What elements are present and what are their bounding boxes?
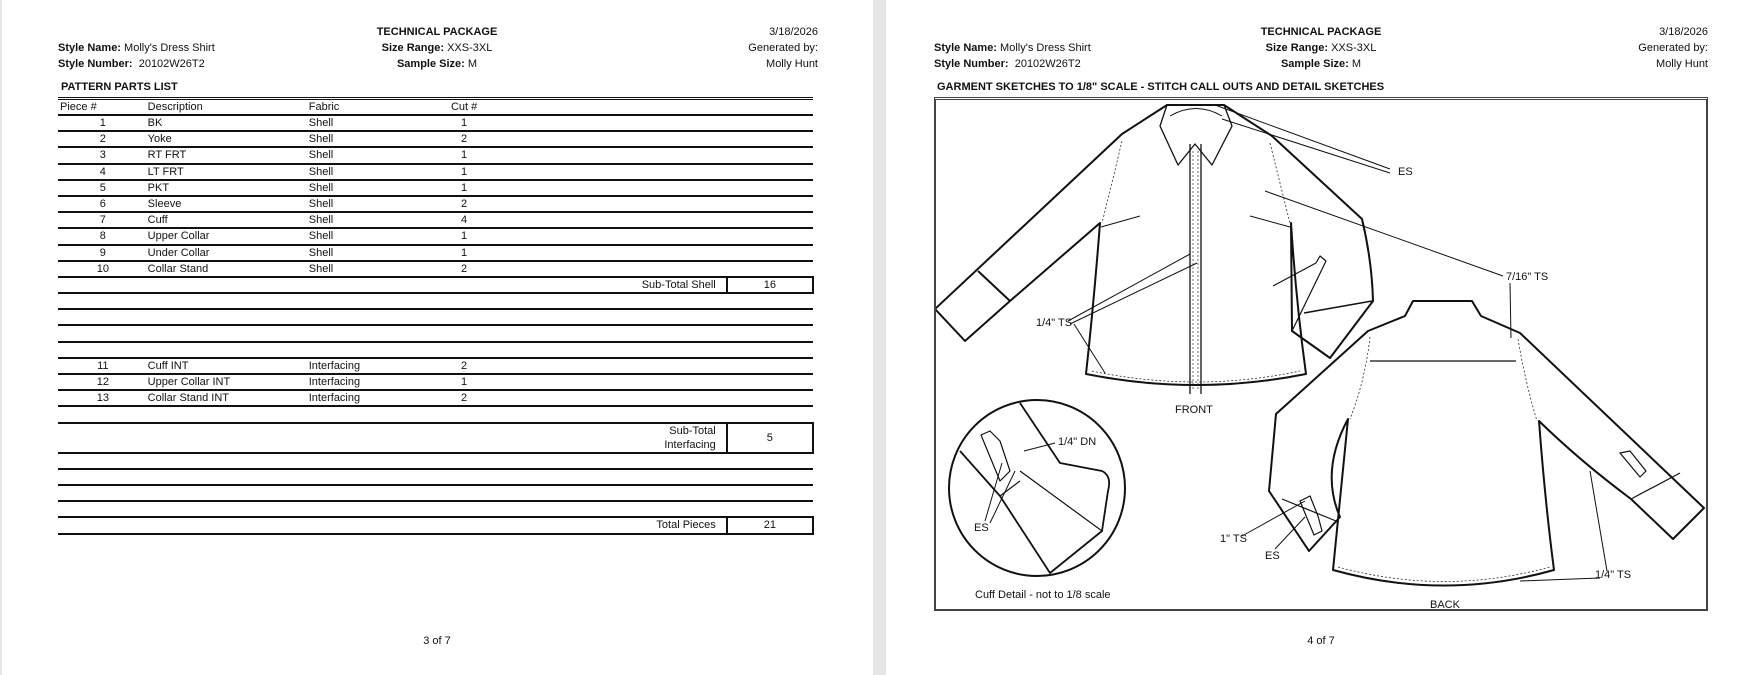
section-title: GARMENT SKETCHES TO 1/8" SCALE - STITCH CALL OUTS AND DETAIL SKETCHES [937, 81, 1385, 93]
total-pieces [58, 517, 813, 533]
table-cell [419, 485, 510, 501]
table-cell: Shell [309, 212, 419, 228]
table-cell [727, 325, 813, 341]
table-cell [510, 212, 617, 228]
table-cell [309, 406, 419, 422]
column-header: Fabric [309, 99, 419, 116]
table-cell: 1 [58, 115, 148, 131]
table-cell: Under Collar [148, 245, 309, 261]
table-cell: 1 [419, 374, 510, 390]
table-cell: Shell [309, 228, 419, 244]
table-cell: Shell [309, 245, 419, 261]
table-cell: PKT [148, 180, 309, 196]
cuff-detail-drawing [949, 400, 1125, 576]
table-cell [419, 453, 510, 469]
table-cell [510, 164, 617, 180]
table-cell [617, 164, 727, 180]
table-cell [309, 293, 419, 309]
subtotal-shell-label: Sub-Total Shell [617, 277, 727, 293]
table-cell [58, 485, 148, 501]
table-cell: 4 [419, 212, 510, 228]
table-cell [727, 99, 813, 116]
table-cell: Shell [309, 147, 419, 163]
table-row [58, 374, 813, 390]
table-cell: 10 [58, 261, 148, 277]
table-row [58, 390, 813, 406]
sample-size: Sample Size: M [1280, 58, 1362, 70]
table-row [58, 115, 813, 131]
style-name: Style Name: Molly's Dress Shirt [58, 42, 215, 54]
table-cell [617, 469, 727, 485]
table-cell [617, 245, 727, 261]
blank-row [58, 293, 813, 309]
generated-by: Molly Hunt [766, 58, 818, 70]
table-cell: 8 [58, 228, 148, 244]
total-pieces-label: Total Pieces [617, 517, 727, 533]
blank-row [58, 342, 813, 358]
table-cell [727, 485, 813, 501]
style-number: Style Number: 20102W26T2 [58, 58, 205, 70]
table-cell [510, 469, 617, 485]
table-cell [727, 164, 813, 180]
table-cell: 6 [58, 196, 148, 212]
table-cell [510, 277, 617, 293]
table-cell: 1 [419, 180, 510, 196]
table-cell [510, 115, 617, 131]
table-cell: Yoke [148, 131, 309, 147]
table-cell [510, 390, 617, 406]
table-cell: Collar Stand [148, 261, 309, 277]
table-cell [58, 501, 148, 517]
table-cell [727, 180, 813, 196]
callout-leaders [985, 105, 1607, 581]
table-cell: 9 [58, 245, 148, 261]
table-cell [309, 342, 419, 358]
column-header: Description [148, 99, 309, 116]
table-cell [148, 501, 309, 517]
doc-title: TECHNICAL PACKAGE [1260, 26, 1382, 38]
table-row [58, 164, 813, 180]
table-cell: 2 [419, 131, 510, 147]
page-number: 3 of 7 [423, 635, 451, 647]
table-cell [309, 423, 419, 453]
table-cell: Shell [309, 261, 419, 277]
blank-row [58, 453, 813, 469]
blank-row [58, 406, 813, 422]
table-cell [419, 293, 510, 309]
page-number: 4 of 7 [1307, 635, 1335, 647]
label-back: BACK [1430, 599, 1460, 610]
table-row [58, 196, 813, 212]
table-cell [148, 469, 309, 485]
table-cell [727, 245, 813, 261]
date: 3/18/2026 [1659, 26, 1708, 38]
table-cell [510, 325, 617, 341]
subtotal-interfacing [58, 423, 813, 453]
table-cell [617, 180, 727, 196]
label-es-cuff: ES [974, 522, 989, 534]
table-row [58, 212, 813, 228]
doc-title: TECHNICAL PACKAGE [376, 26, 498, 38]
table-cell [510, 293, 617, 309]
label-es-collar: ES [1398, 166, 1413, 178]
garment-sketch-frame [934, 97, 1708, 611]
label-front: FRONT [1175, 404, 1213, 416]
table-cell: Interfacing [309, 374, 419, 390]
table-cell [148, 485, 309, 501]
generated-by-label: Generated by: [748, 42, 818, 54]
table-cell [617, 358, 727, 374]
table-cell [58, 469, 148, 485]
table-cell [510, 309, 617, 325]
label-1-ts: 1" TS [1220, 533, 1247, 545]
table-cell [510, 374, 617, 390]
table-cell: 1 [419, 115, 510, 131]
table-cell: 2 [419, 358, 510, 374]
blank-row [58, 325, 813, 341]
table-cell [727, 293, 813, 309]
style-number: Style Number: 20102W26T2 [934, 58, 1081, 70]
table-cell [510, 501, 617, 517]
table-cell [617, 115, 727, 131]
table-cell [419, 277, 510, 293]
table-cell: Interfacing [309, 358, 419, 374]
table-cell [617, 212, 727, 228]
table-cell: 1 [419, 245, 510, 261]
table-cell: Collar Stand INT [148, 390, 309, 406]
table-header-row [58, 99, 813, 116]
table-cell [58, 406, 148, 422]
table-cell [617, 261, 727, 277]
table-cell: LT FRT [148, 164, 309, 180]
table-cell [617, 453, 727, 469]
table-cell [617, 342, 727, 358]
table-cell [148, 517, 309, 533]
table-cell: 13 [58, 390, 148, 406]
table-cell [309, 453, 419, 469]
table-cell [148, 342, 309, 358]
table-cell [510, 131, 617, 147]
page-3 [2, 0, 873, 675]
table-cell: Upper Collar INT [148, 374, 309, 390]
table-row [58, 245, 813, 261]
table-cell: 4 [58, 164, 148, 180]
table-cell [727, 115, 813, 131]
table-cell [309, 485, 419, 501]
date: 3/18/2026 [769, 26, 818, 38]
table-cell [58, 423, 148, 453]
table-cell [510, 147, 617, 163]
table-cell [727, 228, 813, 244]
table-cell [58, 453, 148, 469]
table-cell [58, 309, 148, 325]
table-cell [617, 485, 727, 501]
table-cell: BK [148, 115, 309, 131]
table-cell [727, 131, 813, 147]
table-row [58, 147, 813, 163]
table-cell [727, 212, 813, 228]
table-cell [617, 309, 727, 325]
size-range: Size Range: XXS-3XL [1265, 42, 1377, 54]
table-cell: 2 [419, 196, 510, 212]
table-cell [148, 423, 309, 453]
subtotal-interfacing-label: Sub-Total Interfacing [617, 423, 727, 453]
table-cell: Shell [309, 180, 419, 196]
generated-by: Molly Hunt [1656, 58, 1708, 70]
table-row [58, 180, 813, 196]
back-shirt-drawing [1269, 301, 1704, 586]
table-cell [617, 325, 727, 341]
table-cell [419, 325, 510, 341]
table-cell [617, 390, 727, 406]
table-cell [510, 485, 617, 501]
blank-row [58, 309, 813, 325]
style-name: Style Name: Molly's Dress Shirt [934, 42, 1091, 54]
table-cell: 3 [58, 147, 148, 163]
table-cell: 11 [58, 358, 148, 374]
table-cell: Cuff INT [148, 358, 309, 374]
table-cell [727, 196, 813, 212]
label-es-back: ES [1265, 550, 1280, 562]
table-cell [419, 342, 510, 358]
table-cell [727, 261, 813, 277]
table-cell: Cuff [148, 212, 309, 228]
table-cell [148, 293, 309, 309]
sample-size: Sample Size: M [396, 58, 478, 70]
table-cell [510, 423, 617, 453]
table-cell [510, 99, 617, 116]
label-1-4-ts-front: 1/4" TS [1036, 317, 1073, 329]
table-cell [58, 517, 148, 533]
table-cell: Shell [309, 131, 419, 147]
page-4 [886, 0, 1758, 675]
table-cell: 2 [419, 261, 510, 277]
table-cell: 5 [58, 180, 148, 196]
table-cell [510, 196, 617, 212]
table-cell: 1 [419, 147, 510, 163]
table-cell [727, 501, 813, 517]
table-cell [617, 99, 727, 116]
table-cell [309, 501, 419, 517]
table-cell [727, 390, 813, 406]
table-cell [309, 309, 419, 325]
column-header: Cut # [419, 99, 510, 116]
table-cell [309, 325, 419, 341]
table-cell [309, 517, 419, 533]
table-cell [510, 261, 617, 277]
table-cell [419, 517, 510, 533]
table-cell: 1 [419, 228, 510, 244]
table-cell [419, 501, 510, 517]
table-cell [148, 309, 309, 325]
section-title: PATTERN PARTS LIST [61, 81, 178, 93]
table-cell [148, 325, 309, 341]
label-7-16-ts: 7/16" TS [1506, 271, 1549, 283]
subtotal-interfacing-value: 5 [727, 423, 813, 453]
table-cell [58, 325, 148, 341]
table-cell [148, 277, 309, 293]
table-cell [727, 309, 813, 325]
table-cell [309, 277, 419, 293]
table-cell [58, 293, 148, 309]
size-range: Size Range: XXS-3XL [381, 42, 493, 54]
table-cell: Shell [309, 164, 419, 180]
blank-row [58, 469, 813, 485]
table-cell [617, 131, 727, 147]
table-cell [510, 517, 617, 533]
table-cell [510, 180, 617, 196]
table-cell: Upper Collar [148, 228, 309, 244]
table-cell [510, 342, 617, 358]
table-row [58, 358, 813, 374]
table-cell [617, 228, 727, 244]
table-row [58, 228, 813, 244]
table-cell: RT FRT [148, 147, 309, 163]
table-cell [727, 374, 813, 390]
table-cell [419, 309, 510, 325]
table-cell [148, 406, 309, 422]
table-cell: 12 [58, 374, 148, 390]
table-cell [617, 406, 727, 422]
table-cell [727, 453, 813, 469]
table-cell: 2 [419, 390, 510, 406]
table-cell [58, 277, 148, 293]
table-cell [419, 469, 510, 485]
table-cell [617, 147, 727, 163]
table-cell [148, 453, 309, 469]
table-row [58, 131, 813, 147]
table-cell [309, 469, 419, 485]
blank-row [58, 485, 813, 501]
column-header: Piece # [58, 99, 148, 116]
table-cell: Shell [309, 115, 419, 131]
table-cell [727, 358, 813, 374]
generated-by-label: Generated by: [1638, 42, 1708, 54]
table-cell [510, 245, 617, 261]
blank-row [58, 501, 813, 517]
table-cell [727, 406, 813, 422]
pattern-parts-table [58, 97, 814, 535]
label-1-4-ts-back: 1/4" TS [1595, 569, 1632, 581]
table-cell [617, 196, 727, 212]
table-cell [419, 423, 510, 453]
table-cell [617, 501, 727, 517]
table-cell: Interfacing [309, 390, 419, 406]
table-cell [510, 453, 617, 469]
label-1-4-dn: 1/4" DN [1058, 436, 1097, 448]
table-cell [617, 374, 727, 390]
table-cell [419, 406, 510, 422]
garment-sketch [936, 100, 1706, 610]
subtotal-shell-value: 16 [727, 277, 813, 293]
table-cell: 2 [58, 131, 148, 147]
table-cell [617, 293, 727, 309]
table-cell: 7 [58, 212, 148, 228]
table-cell [58, 342, 148, 358]
table-cell: Sleeve [148, 196, 309, 212]
table-cell [727, 469, 813, 485]
table-cell [510, 406, 617, 422]
total-pieces-value: 21 [727, 517, 813, 533]
table-cell [510, 228, 617, 244]
subtotal-shell [58, 277, 813, 293]
cuff-detail-caption: Cuff Detail - not to 1/8 scale [975, 589, 1111, 601]
table-row [58, 261, 813, 277]
table-cell: Shell [309, 196, 419, 212]
table-cell [727, 342, 813, 358]
front-shirt-drawing [936, 105, 1373, 394]
table-cell [510, 358, 617, 374]
table-cell [727, 147, 813, 163]
table-cell: 1 [419, 164, 510, 180]
